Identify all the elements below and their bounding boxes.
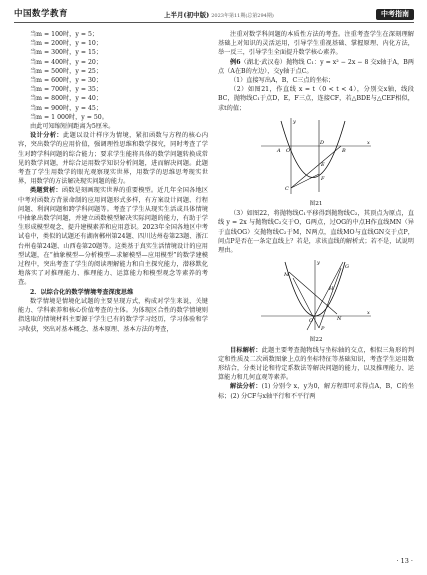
data-line: 当m = 500时，y = 25； — [30, 67, 103, 75]
label-g: G — [345, 264, 349, 271]
label-x: x — [367, 139, 370, 146]
data-line: 当m = 900时，y = 45； — [30, 104, 103, 112]
section2-title: 2．以综合化的数学情境考查深度思维 — [30, 288, 134, 296]
journal-brand: 中国数学教育 — [14, 9, 69, 19]
section2-text: 数学情境是情境化试题的主要呈现方式，构成对学生来说，关键能力、学科素养和核心价值考查的主体。为体现区合性的数学情境则指选取的情境材料主要源于学生已有的数学学习经历，学习体验和学习收获，突出对基本概念、基本原理、基本方法的考查， — [18, 297, 208, 333]
label-y: y — [317, 260, 320, 267]
data-line: 当m = 700时，y = 35； — [30, 86, 103, 94]
label-h: H — [329, 286, 334, 293]
example-source: （湖北·武汉卷） — [240, 58, 287, 66]
question-2: （2）如图21，作直线 x = t（0 < t < 4），分别交x轴，线段BC，抛物线C₁于点D，E，F三点，连接CF，若△BDE与△CEF相似，求t的值； — [218, 86, 414, 112]
data-line: 当m = 600时，y = 30； — [30, 77, 103, 85]
data-line: 当m = 200时，y = 10； — [30, 40, 103, 48]
label-x: x — [367, 310, 370, 317]
figure-22-graph — [257, 258, 375, 332]
data-line: 当m = 300时，y = 15； — [30, 49, 103, 57]
example-stem: 抛物线 C₁：y = x² − 2x − 8 交x轴于A，B两点（A在B的左边），交y轴于点C。 — [218, 58, 414, 75]
question-3: （3）如图22，将抛物线C₁平移得到抛物线C₂，其顶点为原点，直线 y = 2x 与抛物线C₂交于O，G两点，过OG的中点H作直线MN（异于直线OG）交抛物线C₂于M，N两点，直线MO与直线GN交于点P，问点P是否在一条定直线上？若是，求该直线的解析式；若不是，试说明理由。 — [218, 210, 414, 255]
page-header — [14, 9, 414, 23]
data-line: 当m = 1 000时，y = 50。 — [30, 113, 108, 121]
page-number: · 13 · — [396, 556, 413, 565]
label-f: F — [321, 175, 325, 182]
figure-21 — [257, 116, 375, 209]
label-p: P — [321, 326, 325, 333]
column-badge: 中考指南 — [376, 9, 414, 20]
intro-text: 注重对数学科问题的本质性方法的考查。注重考查学生在深刻理解基础上对知识的灵活运用，引导学生重视基础、掌握原理、内化方法，举一反三，引导学生全面提升数学核心素养。 — [218, 31, 414, 57]
label-d: D — [320, 139, 325, 146]
design-text: 此题以设计样序为情境，紧扣函数与方程的核心内容，突出数学的应用价值，强调理性思维和数学探究，同时考查了学生对跨学科问题的综合能力；要求学生能将具体的数学问题转换成常见的数学问题，并综合运用数学知识分析问题，进而解决问题。此题考查了学生用数学的眼光观察现实世界，用数学的思维思考现实世界，用数学的方法解决现实问题的能力。 — [18, 132, 209, 186]
figure-22 — [257, 258, 375, 345]
solution-tag: 解法分析： — [230, 383, 262, 391]
goal-tag: 目标解析： — [230, 346, 262, 354]
right-column — [218, 30, 414, 401]
solution-text: (1) 分别令 x，y为0，解方程即可求得点A，B，C的坐标；(2) 分CF与x轴平行和不平行两 — [218, 383, 414, 400]
solution-analysis — [218, 382, 414, 400]
label-b: B — [342, 147, 346, 154]
question-1: （1）直接写出A，B，C三点的坐标； — [230, 77, 335, 85]
goal-analysis — [218, 346, 414, 383]
data-line: 当m = 100时，y = 5； — [30, 31, 99, 38]
line-bc — [291, 146, 341, 188]
issue-info — [164, 11, 274, 21]
data-line: 当m = 800时，y = 40； — [30, 95, 103, 103]
design-analysis — [18, 131, 208, 186]
label-m: M — [284, 272, 290, 279]
type-analysis — [18, 186, 208, 287]
label-y: y — [293, 118, 296, 125]
example-label: 例6 — [230, 58, 241, 66]
design-tag: 设计分析： — [30, 132, 64, 140]
type-text: 函数是刻画现实世界的重要模型。近几年全国各地区中考对函数方背景命制的应用问题形式多样，有方案设计问题、行程问题、利润问题和跨学科问题等。考查了学生从现实生活或具体情境中抽象出数学问题，并建立函数模型解决实际问题的能力，有助于学生形成模型观念、提升建模素养和应用意识。2023年全国各地区中考试卷中，类似的试题还有湖南郴州第24题、四川达州卷第23题、浙江台州卷第24题、山西卷第20题等。这类基于真实生活情境设计的应用型试题，在“抽象模型—分析模型—求解模型—应用模型”的数学建模过程中，突出考查了学生的阅读理解能力和自主探究能力，潜移默化地落实了对推理能力、推理能力、运算能力和模型观念等素养的考查。 — [18, 187, 209, 287]
type-tag: 类题赏析： — [30, 187, 62, 195]
figure-21-caption: 图21 — [309, 201, 323, 208]
left-column — [18, 30, 208, 334]
data-list — [18, 30, 208, 122]
label-a: A — [277, 147, 281, 154]
label-o: O — [309, 318, 314, 325]
example-6 — [218, 58, 414, 76]
parabola-c1 — [281, 118, 345, 178]
issue-prefix: 上半月(初中版) — [164, 11, 210, 19]
label-c: C — [285, 185, 289, 192]
data-line: 当m = 400时，y = 20； — [30, 58, 103, 66]
line-mn — [289, 272, 337, 314]
figure-21-graph — [257, 116, 375, 196]
label-e: E — [321, 161, 325, 168]
conclusion-text: 由此可知缩短间距离为5厘米。 — [30, 123, 115, 131]
goal-text: 此题主要考查抛物线与坐标轴的交点，相似三角形的判定和性质及二次函数图象上点的坐标特征等基础知识，考查学生运用数形结合，分类讨论和待定系数法等解决问题的能力，以及推理能力、运算能力和几何直观等素养。 — [218, 346, 415, 382]
label-n: N — [337, 316, 342, 323]
issue-suffix: 2023年第11期(总第294期) — [211, 13, 274, 19]
figure-22-caption: 图22 — [309, 337, 323, 344]
label-o: O — [286, 147, 291, 154]
